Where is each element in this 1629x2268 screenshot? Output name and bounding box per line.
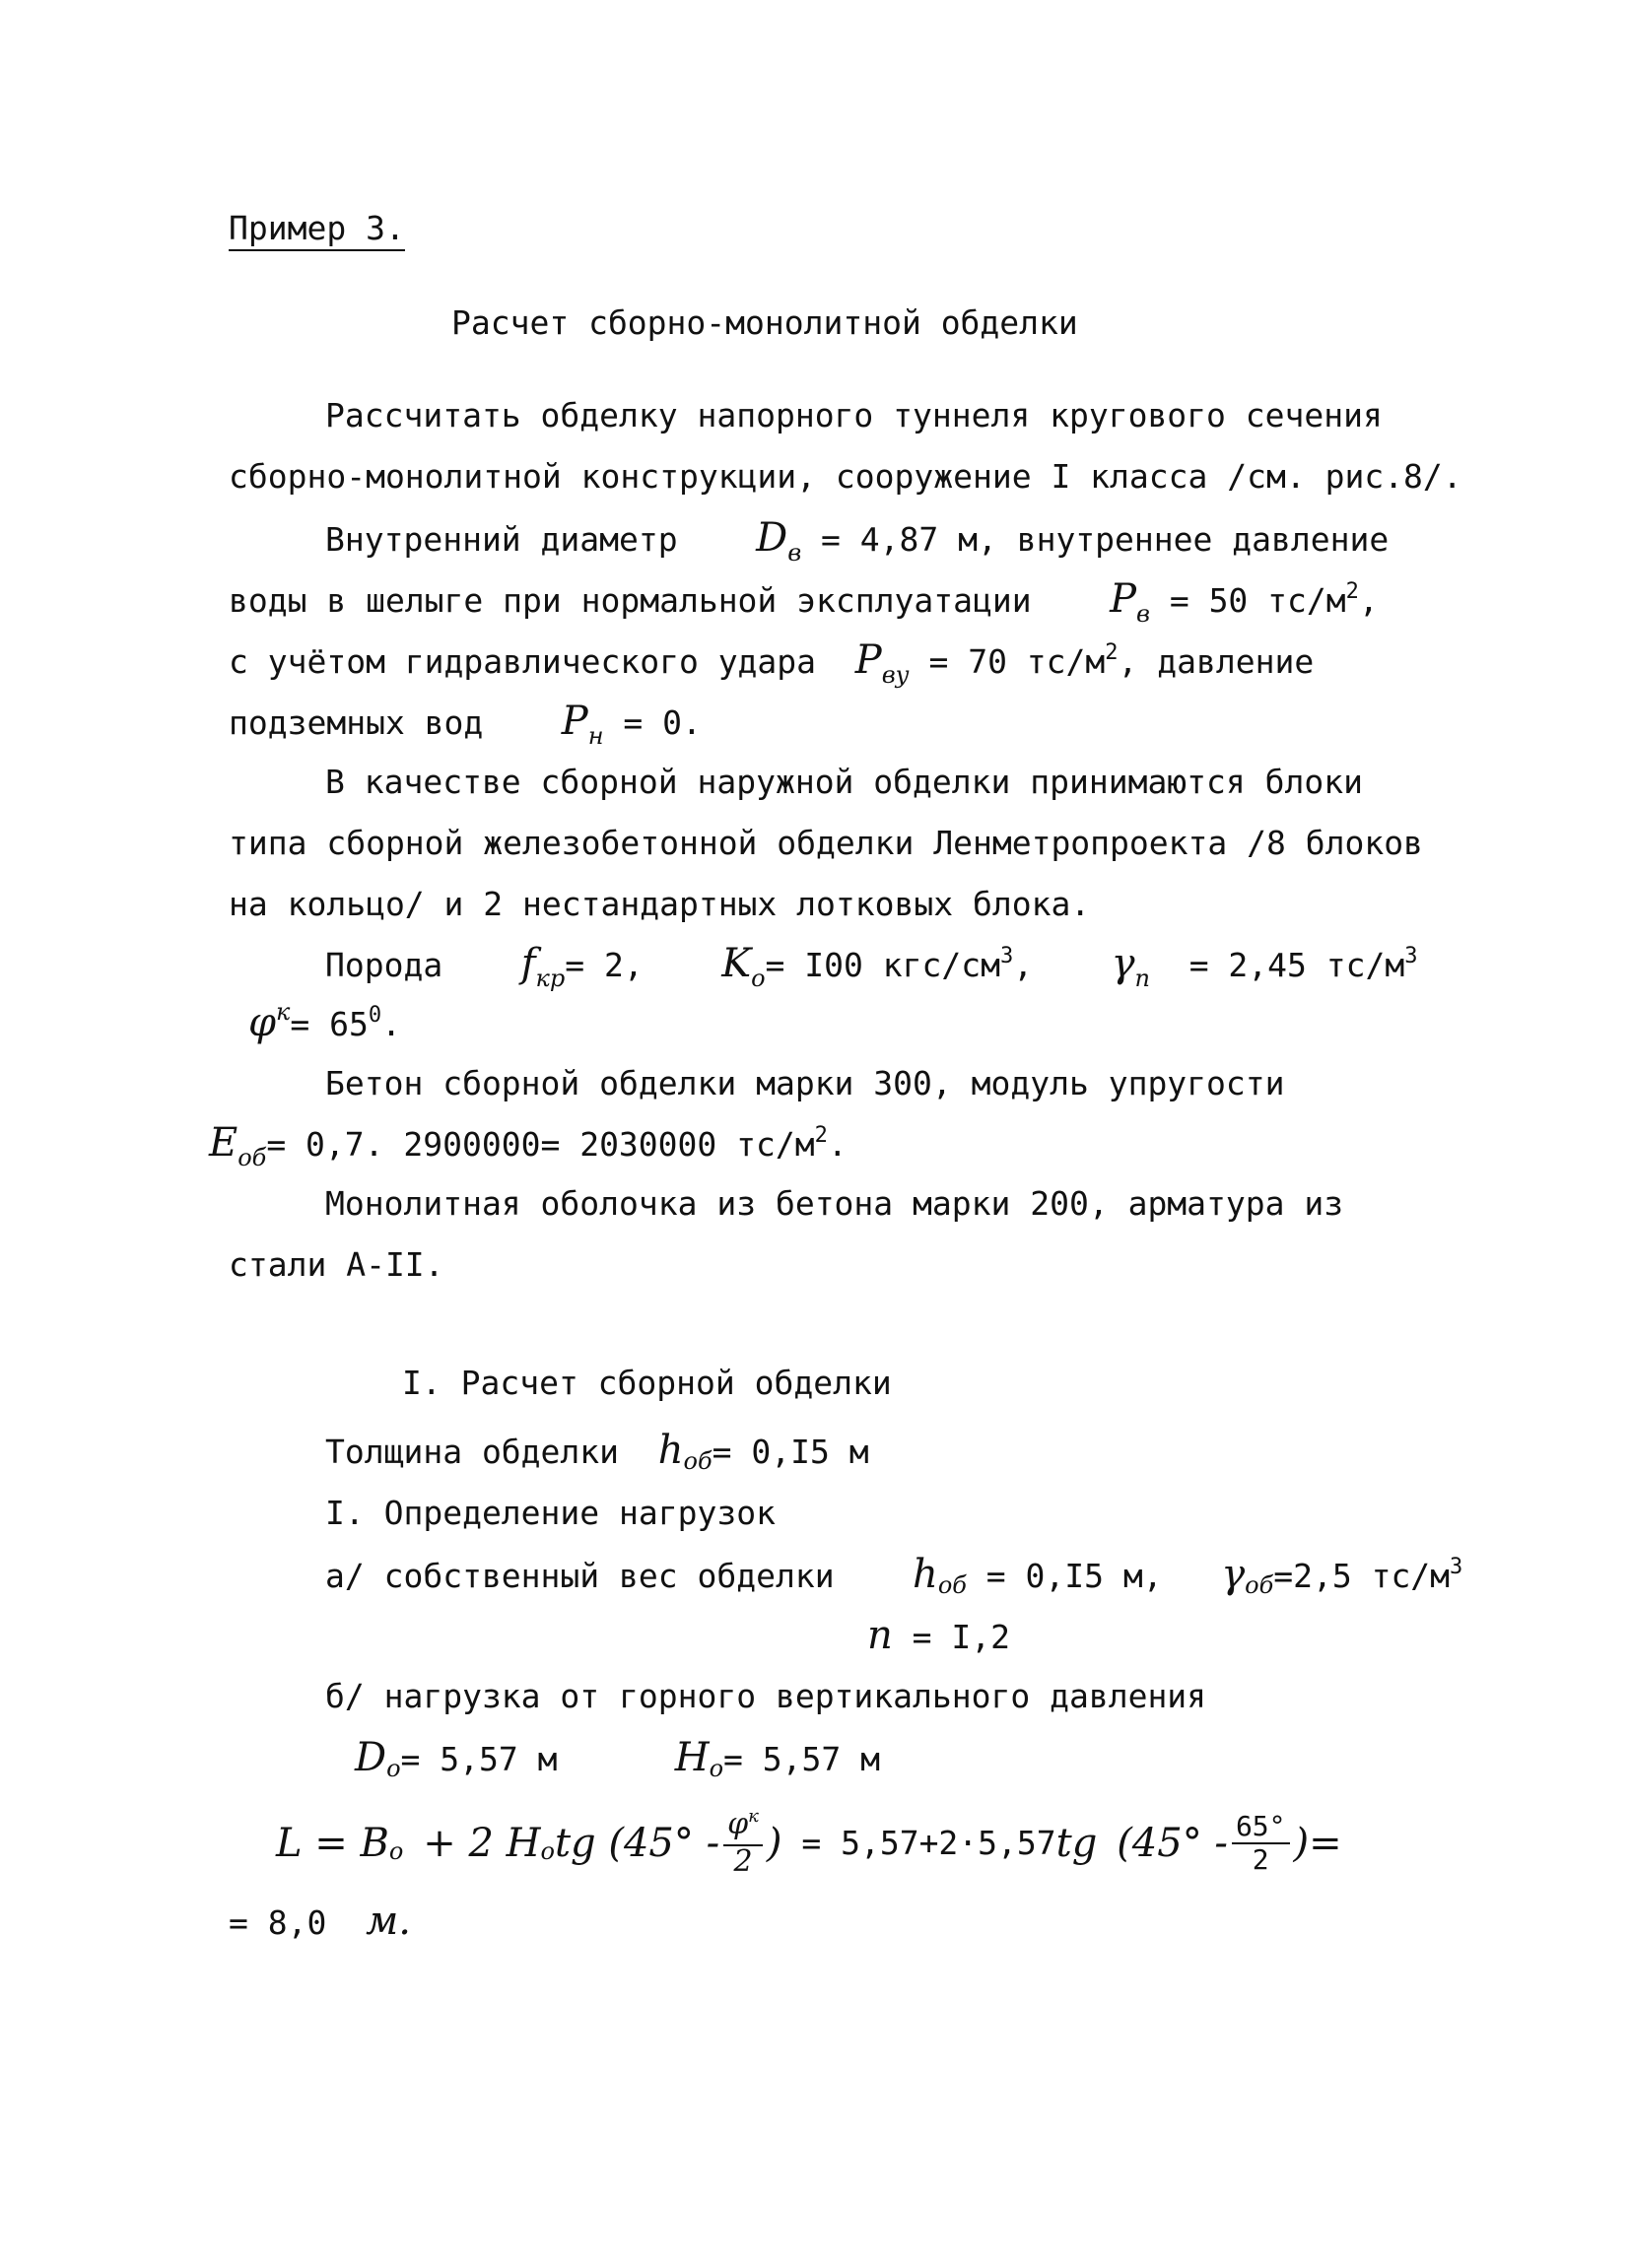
hob-symbol: h xyxy=(657,1428,684,1473)
pb-subscript: в xyxy=(1135,600,1150,628)
page-heading: Расчет сборно-монолитной обделки xyxy=(451,303,1078,342)
hob2-subscript: об xyxy=(937,1571,967,1599)
formula-tg: tg (45° - xyxy=(554,1821,720,1866)
inner-diameter-symbol: D xyxy=(756,515,788,561)
result-line xyxy=(229,1901,411,1943)
paragraph-2-line-3: на кольцо/ и 2 нестандартных лотковых блока. xyxy=(229,885,1091,923)
phi-degree: 0 xyxy=(368,1003,382,1028)
eob-value: = 0,7. 2900000= 2030000 тс/м xyxy=(266,1125,815,1164)
d0-value: = 5,57 м xyxy=(400,1740,558,1778)
paragraph-1-line-1: Рассчитать обделку напорного туннеля кругового сечения xyxy=(325,396,1383,434)
concrete-line: Бетон сборной обделки марки 300, модуль упругости xyxy=(325,1064,1285,1102)
phi-value: = 65 xyxy=(290,1005,369,1043)
eob-exponent: 2 xyxy=(814,1123,828,1148)
inner-diameter-value: = 4,87 м, внутреннее давление xyxy=(821,520,1390,559)
pby-tail: , давление xyxy=(1118,642,1315,681)
formula-b-subscript: o xyxy=(388,1837,404,1865)
gamma-rock-exponent: 3 xyxy=(1404,944,1418,968)
h0-value: = 5,57 м xyxy=(723,1740,880,1778)
hydraulic-shock-line xyxy=(229,637,1315,689)
thickness-label: Толщина обделки xyxy=(325,1433,620,1471)
formula-lhs: L = B xyxy=(276,1821,389,1866)
loads-heading: I. Определение нагрузок xyxy=(325,1494,776,1532)
d0-symbol: D xyxy=(355,1735,387,1780)
gamma-rock-value: = 2,45 тс/м xyxy=(1188,946,1405,984)
h0-symbol: H xyxy=(674,1735,710,1780)
rock-parameters-line xyxy=(325,941,1418,992)
own-weight-label: а/ собственный вес обделки xyxy=(325,1557,835,1595)
span-formula xyxy=(276,1806,1342,1879)
pby-value: = 70 тс/м xyxy=(928,642,1106,681)
hob-value: = 0,I5 м xyxy=(712,1433,869,1471)
n-symbol: n xyxy=(867,1613,893,1658)
phi-line xyxy=(248,998,401,1049)
pby-subscript: ву xyxy=(881,661,910,689)
k0-value: = I00 кгс/см xyxy=(765,946,1000,984)
hydraulic-shock-label: с учётом гидравлического удара xyxy=(229,642,817,681)
fkp-value: = 2, xyxy=(565,946,644,984)
pb-exponent: 2 xyxy=(1345,579,1359,604)
phi-superscript: к xyxy=(276,998,291,1026)
formula-fraction-65 xyxy=(1232,1811,1290,1876)
hob2-symbol: h xyxy=(913,1552,938,1597)
inner-diameter-line xyxy=(325,515,1390,567)
gob-exponent: 3 xyxy=(1450,1555,1463,1579)
gob-subscript: об xyxy=(1245,1571,1274,1599)
formula-close2: )= xyxy=(1293,1821,1342,1866)
eob-subscript: об xyxy=(238,1144,267,1171)
formula-paren2: (45° - xyxy=(1117,1821,1228,1866)
monolithic-line-1: Монолитная оболочка из бетона марки 200, арматура из xyxy=(325,1184,1344,1223)
elastic-modulus-line xyxy=(209,1120,848,1171)
fkp-symbol: f xyxy=(520,941,536,986)
result-unit: м. xyxy=(366,1899,411,1944)
d0-subscript: о xyxy=(386,1755,401,1782)
paragraph-2-line-2: типа сборной железобетонной обделки Ленметропроекта /8 блоков xyxy=(229,824,1423,862)
k0-tail: , xyxy=(1013,946,1034,984)
n-coefficient-line xyxy=(867,1613,1010,1658)
formula-mid: + 2 H xyxy=(423,1821,541,1866)
own-weight-line xyxy=(325,1552,1463,1601)
water-pressure-label: воды в шелыге при нормальной эксплуатации xyxy=(229,581,1032,620)
thickness-line xyxy=(325,1428,869,1475)
ground-water-line xyxy=(229,699,702,750)
eob-tail: . xyxy=(827,1125,848,1164)
formula-fraction-phi-denominator: 2 xyxy=(733,1844,753,1879)
pb-value: = 50 тс/м xyxy=(1169,581,1346,620)
example-title: Пример 3. xyxy=(229,209,405,248)
formula-rhs: = 5,57+2·5,57 xyxy=(801,1824,1056,1862)
phi-tail: . xyxy=(381,1005,401,1043)
result-value: = 8,0 xyxy=(229,1903,327,1942)
pn-symbol: P xyxy=(561,699,588,744)
inner-diameter-label: Внутренний диаметр xyxy=(325,520,678,559)
k0-subscript: o xyxy=(751,965,766,992)
paragraph-2-line-1: В качестве сборной наружной обделки принимаются блоки xyxy=(325,763,1363,801)
formula-tg2: tg xyxy=(1055,1821,1098,1866)
fkp-subscript: кр xyxy=(535,965,566,992)
pby-exponent: 2 xyxy=(1105,640,1119,665)
pn-value: = 0. xyxy=(623,703,702,742)
hob2-value: = 0,I5 м, xyxy=(985,1557,1163,1595)
ground-water-label: подземных вод xyxy=(229,703,484,742)
pb-tail: , xyxy=(1358,581,1379,620)
formula-fraction-65-numerator: 65° xyxy=(1232,1811,1290,1844)
formula-h-subscript: o xyxy=(540,1837,555,1865)
pby-symbol: P xyxy=(854,637,882,683)
n-value: = I,2 xyxy=(912,1618,1010,1656)
gob-symbol: γ xyxy=(1221,1552,1246,1597)
hob-subscript: об xyxy=(683,1447,713,1475)
monolithic-line-2: стали А-II. xyxy=(229,1245,444,1284)
formula-close: ) xyxy=(766,1821,782,1866)
formula-fraction-65-denominator: 2 xyxy=(1252,1843,1269,1876)
pn-subscript: н xyxy=(587,722,604,750)
gob-value: =2,5 тс/м xyxy=(1273,1557,1451,1595)
rock-load-line: б/ нагрузка от горного вертикального давления xyxy=(325,1677,1207,1715)
eob-symbol: E xyxy=(209,1120,238,1166)
gamma-rock-subscript: п xyxy=(1134,965,1150,992)
formula-fraction-phi xyxy=(723,1806,763,1879)
dimensions-line xyxy=(355,1735,880,1782)
formula-fraction-phi-superscript: к xyxy=(748,1806,759,1827)
k0-symbol: K xyxy=(721,941,752,986)
h0-subscript: o xyxy=(709,1755,724,1782)
water-pressure-line xyxy=(229,576,1379,628)
inner-diameter-subscript: в xyxy=(787,539,802,567)
k0-exponent: 3 xyxy=(999,944,1014,968)
pb-symbol: P xyxy=(1110,576,1136,622)
paragraph-1-line-2: сборно-монолитной конструкции, сооружение I класса /см. рис.8/. xyxy=(229,457,1462,496)
phi-symbol: φ xyxy=(248,1000,277,1045)
formula-fraction-phi-numerator: φ xyxy=(727,1807,749,1841)
gamma-rock-symbol: γ xyxy=(1111,941,1135,986)
section-heading: I. Расчет сборной обделки xyxy=(402,1364,892,1402)
rock-label: Порода xyxy=(325,946,443,984)
